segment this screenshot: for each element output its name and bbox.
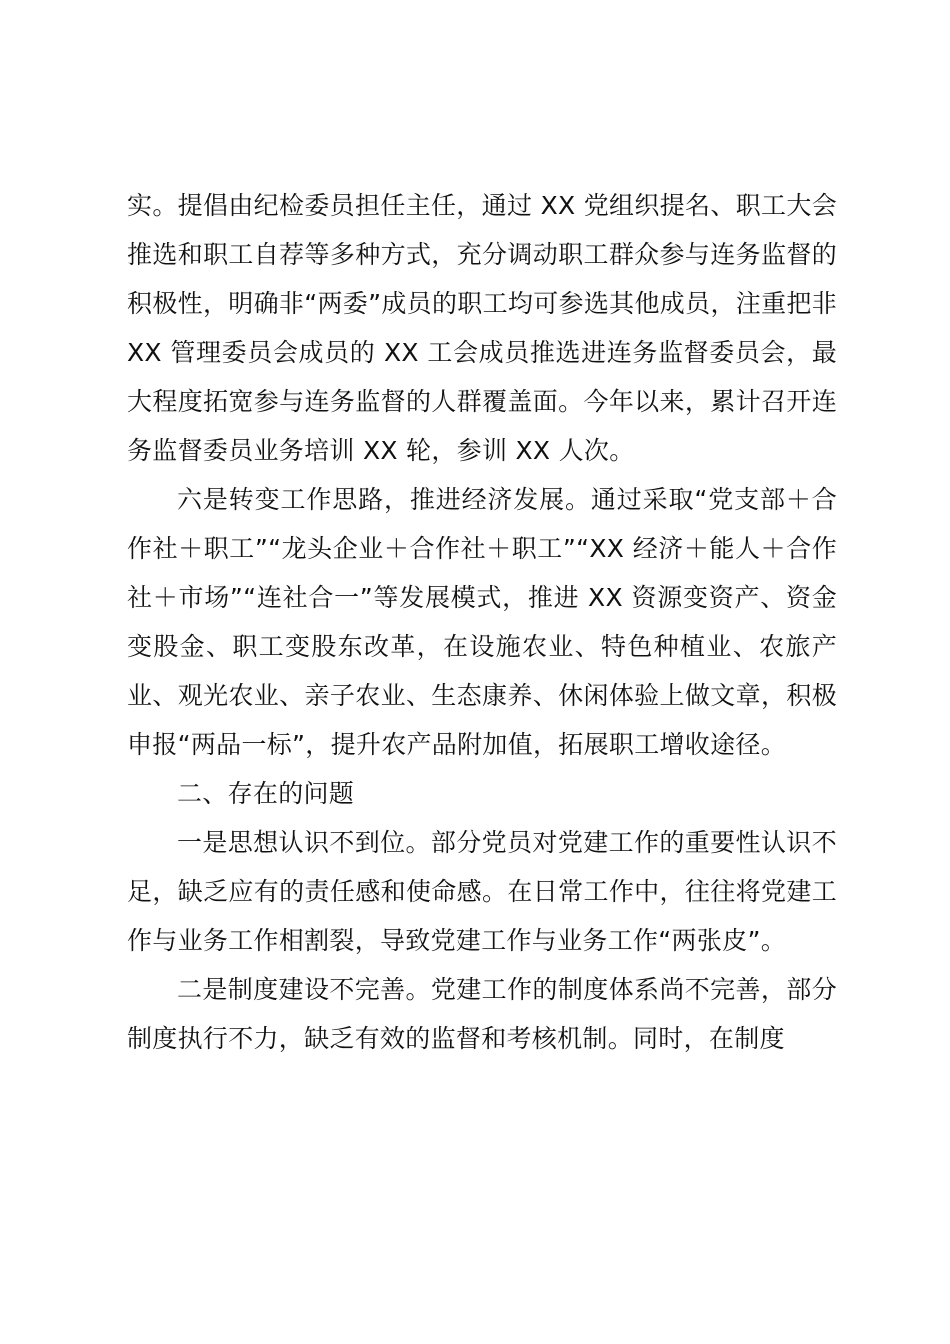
paragraph-awareness: 一是思想认识不到位。部分党员对党建工作的重要性认识不足，缺乏应有的责任感和使命感。在日常工作中，往往将党建工作与业务工作相割裂，导致党建工作与业务工作“两张皮”。 — [127, 828, 837, 955]
document-body — [127, 181, 837, 1063]
paragraph-institution: 二是制度建设不完善。党建工作的制度体系尚不完善，部分制度执行不力，缺乏有效的监督和考核机制。同时，在制度 — [127, 975, 837, 1053]
section-heading-problems: 二、存在的问题 — [177, 779, 355, 808]
paragraph-economic-development: 六是转变工作思路，推进经济发展。通过采取“党支部＋合作社＋职工”“龙头企业＋合作社＋职工”“XX 经济＋能人＋合作社＋市场”“连社合一”等发展模式，推进 XX 资源变资产、资金变股金、职工变股东改革，在设施农业、特色种植业、农旅产业、观光农业、亲子农业、生态康养、休闲体验上做文章，积极申报“两品一标”，提升农产品附加值，拓展职工增收途径。 — [127, 485, 837, 759]
paragraph-continuation: 实。提倡由纪检委员担任主任，通过 XX 党组织提名、职工大会推选和职工自荐等多种方式，充分调动职工群众参与连务监督的积极性，明确非“两委”成员的职工均可参选其他成员，注重把非 XX 管理委员会成员的 XX 工会成员推选进连务监督委员会，最大程度拓宽参与连务监督的人群覆盖面。今年以来，累计召开连务监督委员业务培训 XX 轮，参训 XX 人次。 — [127, 191, 837, 465]
